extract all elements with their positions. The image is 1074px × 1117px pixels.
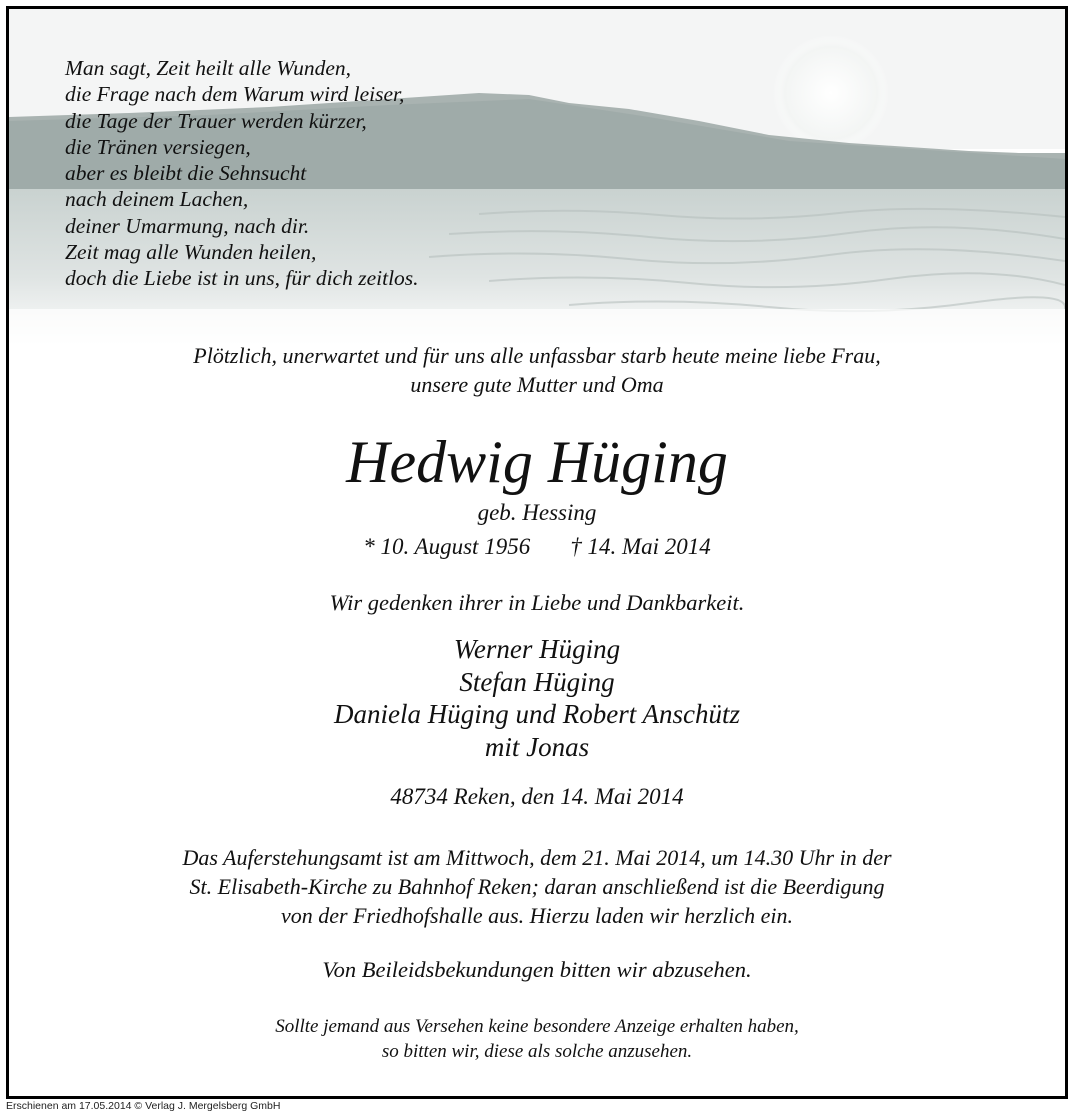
intro-line: Plötzlich, unerwartet und für uns alle unfassbar starb heute meine liebe Frau,	[193, 343, 881, 368]
family-member: Werner Hüging	[453, 634, 621, 664]
closing-note-line: so bitten wir, diese als solche anzusehen.	[381, 1041, 693, 1062]
family-member: Stefan Hüging	[459, 666, 615, 697]
poem-line: nach deinem Lachen,	[65, 187, 249, 212]
poem-line: die Tränen versiegen,	[65, 134, 251, 159]
intro-text	[9, 341, 1065, 399]
service-line: Das Auferstehungsamt ist am Mittwoch, dem 21. Mai 2014, um 14.30 Uhr in der	[182, 845, 892, 870]
service-info	[9, 843, 1065, 930]
birth-name: geb. Hessing	[477, 500, 597, 525]
condolence-note: Von Beileidsbekundungen bitten wir abzusehen.	[322, 957, 752, 982]
obituary-frame	[6, 6, 1068, 1099]
service-line: St. Elisabeth-Kirche zu Bahnhof Reken; daran anschließend ist die Beerdigung	[189, 874, 885, 899]
poem-line: die Frage nach dem Warum wird leiser,	[65, 82, 405, 107]
poem-line: aber es bleibt die Sehnsucht	[65, 161, 307, 186]
intro-line: unsere gute Mutter und Oma	[410, 372, 664, 397]
deceased-name: Hedwig Hüging	[346, 429, 728, 495]
poem	[65, 55, 419, 292]
birth-date: * 10. August 1956	[363, 534, 531, 559]
life-dates	[9, 533, 1065, 561]
poem-line: Man sagt, Zeit heilt alle Wunden,	[65, 56, 352, 80]
tribute-text: Wir gedenken ihrer in Liebe und Dankbarkeit.	[329, 590, 745, 615]
service-line: von der Friedhofshalle aus. Hierzu laden wir herzlich ein.	[280, 903, 794, 928]
closing-note	[9, 1014, 1065, 1064]
poem-line: doch die Liebe ist in uns, für dich zeitlos.	[65, 266, 419, 291]
publication-footer: Erschienen am 17.05.2014 © Verlag J. Mergelsberg GmbH	[6, 1100, 281, 1112]
poem-line: Zeit mag alle Wunden heilen,	[65, 240, 317, 265]
poem-line: die Tage der Trauer werden kürzer,	[65, 108, 367, 133]
family-member: Daniela Hüging und Robert Anschütz	[334, 699, 740, 729]
place-date: 48734 Reken, den 14. Mai 2014	[390, 784, 684, 809]
closing-note-line: Sollte jemand aus Versehen keine besondere Anzeige erhalten haben,	[275, 1016, 799, 1037]
family-list	[9, 633, 1065, 763]
death-date: † 14. Mai 2014	[570, 534, 711, 559]
family-member: mit Jonas	[484, 731, 590, 762]
poem-line: deiner Umarmung, nach dir.	[65, 213, 310, 238]
